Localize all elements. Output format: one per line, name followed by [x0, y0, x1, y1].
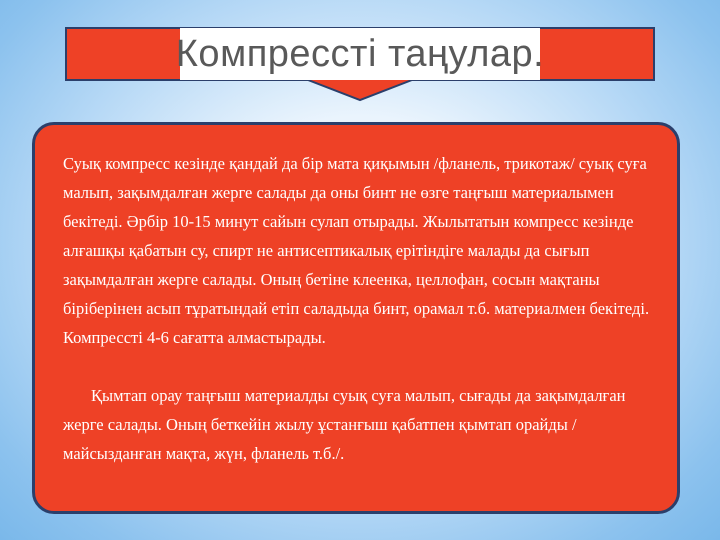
content-panel: [32, 122, 680, 514]
paragraph-spacer: [63, 352, 653, 381]
slide-title: Компрессті таңулар.: [180, 28, 540, 80]
body-paragraph-wrap: Қымтап орау таңғыш материалды суық суға малып, сығады да зақымдалған жерге салады. Оның беткейін жылу ұстанғыш қабатпен қымтап орайды / майсызданған мақта, жүн, фланель т.б./.: [63, 386, 626, 463]
body-paragraph-cold-compress: Суық компресс кезінде қандай да бір мата қиқымын /фланель, трикотаж/ суық суға малып, зақымдалған жерге салады да оны бинт не өзге таңғыш материалымен бекітеді. Әрбір 10-15 минут сайын сулап отырады. Жылытатын компресс кезінде алғашқы қабатын су, спирт не антисептикалық ерітіндіге малады да сығып зақымдалған жерге салады. Оның бетіне клеенка, целлофан, сосын мақтаны біріберінен асып тұратындай етіп саладыда бинт, орамал т.б. материалмен бекітеді. Компрессті 4-6 сағатта алмастырады.: [63, 154, 650, 347]
